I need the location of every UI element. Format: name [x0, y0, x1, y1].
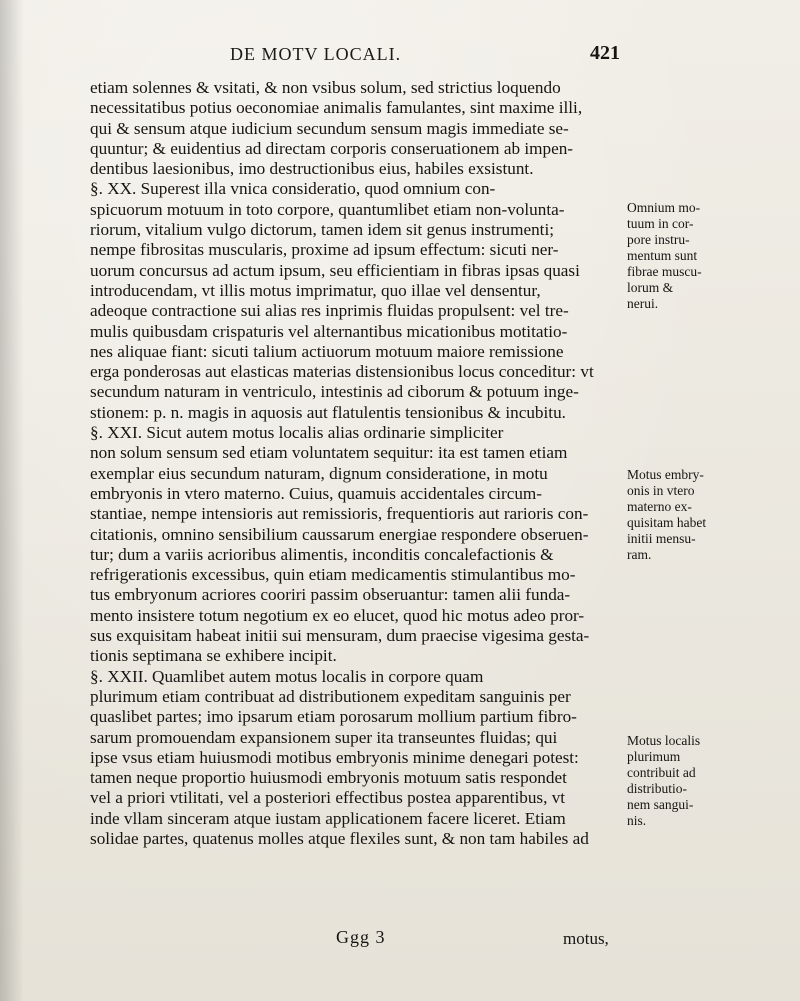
text-line: tamen neque proportio huiusmodi embryonis motuum satis respondet	[90, 768, 567, 788]
text-line: qui & sensum atque iudicium secundum sensum magis immediate se-	[90, 118, 569, 138]
signature-mark: Ggg 3	[336, 927, 386, 947]
text-line: non solum sensum sed etiam voluntatem sequitur: ita est tamen etiam	[90, 443, 568, 463]
margin-note-line: onis in vtero	[627, 483, 695, 498]
margin-note-line: Omnium mo-	[627, 200, 701, 215]
text-line: adeoque contractione sui alias res inprimis fluidas propulsent: vel tre-	[90, 301, 569, 321]
text-line: §. XXI. Sicut autem motus localis alias ordinarie simpliciter	[90, 423, 504, 443]
text-line: etiam solennes & vsitati, & non vsibus solum, sed strictius loquendo	[90, 78, 561, 97]
text-line: embryonis in vtero materno. Cuius, quamuis accidentales circum-	[90, 483, 543, 503]
text-line: secundum naturam in ventriculo, intestinis ad ciborum & potuum inge-	[90, 382, 579, 402]
margin-note-line: materno ex-	[627, 499, 692, 514]
page-shadow-edge	[0, 0, 24, 1001]
margin-note-line: neruі.	[627, 296, 659, 311]
text-line: vel a priori vtilitati, vel a posteriori effectibus postea apparentibus, vt	[90, 788, 566, 808]
margin-note-line: lorum &	[627, 280, 674, 295]
margin-note-line: mentum sunt	[627, 248, 698, 263]
margin-note-line: plurimum	[627, 749, 681, 764]
catchword: motus,	[563, 929, 609, 948]
text-line: stantiae, nempe intensioris aut remissioris, frequentioris aut rarioris con-	[90, 504, 589, 524]
text-line: nes aliquae fiant: sicuti talium actiuorum motuum maiore remissione	[90, 341, 564, 361]
text-line: tus embryonum acriores cooriri passim obseruantur: tamen alii funda-	[90, 585, 571, 605]
text-line: dentibus laesionibus, imo destructionibus eius, habiles exsistunt.	[90, 159, 534, 179]
text-line: erga ponderosas aut elasticas materias distensionibus locus conceditur: vt	[90, 362, 594, 382]
text-line: ipse vsus etiam huiusmodi motibus embryonis minime denegari potest:	[90, 747, 579, 767]
main-text-block	[90, 78, 618, 849]
margin-note-line: contribuit ad	[627, 765, 696, 780]
text-line: §. XX. Superest illa vnica consideratio, quod omnium con-	[90, 179, 496, 199]
margin-note-line: fibrae muscu-	[627, 264, 702, 279]
running-head: DE MOTV LOCALI.	[230, 44, 402, 64]
text-line: mulis quibusdam crispaturis vel alternantibus micationibus motitatio-	[90, 321, 568, 341]
margin-note-line: Motus embry-	[627, 467, 704, 482]
text-line: refrigerationis excessibus, quin etiam medicamentis stimulantibus mo-	[90, 565, 576, 585]
text-line: riorum, vitalium vulgo dictorum, tamen idem sit genus instrumenti;	[90, 220, 555, 240]
text-line: §. XXII. Quamlibet autem motus localis in corpore quam	[90, 666, 484, 686]
text-line: stionem: p. n. magis in aquosis aut flatulentis tensionibus & incubitu.	[90, 402, 566, 422]
margin-note-line: distributio-	[627, 781, 687, 796]
margin-note-line: initii mensu-	[627, 531, 696, 546]
text-line: nempe fibrositas muscularis, proxime ad ipsum effectum: sicuti ner-	[90, 240, 559, 260]
text-line: inde vllam sinceram atque iustam applicationem facere liceret. Etiam	[90, 808, 566, 828]
text-line: uorum concursus ad actum ipsum, seu efficientiam in fibras ipsas quasi	[90, 260, 580, 280]
margin-note-line: tuum in cor-	[627, 216, 694, 231]
margin-note-line: Motus localis	[627, 733, 701, 748]
text-line: tur; dum a variis acrioribus alimentis, inconditis concalefactionis &	[90, 544, 554, 564]
margin-note-embryo	[627, 467, 742, 563]
margin-note-line: pore instru-	[627, 232, 690, 247]
text-line: citationis, omnino sensibilium caussarum energiae respondere obseruen-	[90, 524, 589, 544]
margin-note-instrument	[627, 200, 742, 312]
text-line: necessitatibus potius oeconomiae animalis famulantes, sint maxime illi,	[90, 98, 583, 118]
text-line: spicuorum motuum in toto corpore, quantumlibet etiam non-volunta-	[90, 199, 565, 219]
page-number: 421	[590, 42, 620, 64]
text-line: exemplar eius secundum naturam, dignum consideratione, in motu	[90, 463, 548, 483]
text-line: sus exquisitam habeat initii sui mensuram, dum praecise vigesima gesta-	[90, 626, 590, 646]
margin-note-line: ram.	[627, 547, 652, 562]
text-line: solidae partes, quatenus molles atque flexiles sunt, & non tam habiles ad	[90, 828, 589, 848]
margin-note-line: nem sangui-	[627, 797, 694, 812]
text-line: introducendam, vt illis motus imprimatur, quo illae vel densentur,	[90, 280, 541, 300]
text-line: tionis septimana se exhibere incipit.	[90, 646, 337, 666]
margin-note-line: quisitam habet	[627, 515, 707, 530]
margin-note-distribution	[627, 733, 742, 829]
margin-note-line: nis.	[627, 813, 647, 828]
text-line: plurimum etiam contribuat ad distributionem expeditam sanguinis per	[90, 686, 571, 706]
text-line: quaslibet partes; imo ipsarum etiam porosarum mollium partium fibro-	[90, 707, 577, 727]
text-line: sarum promouendam expansionem super ita transeuntes fluidas; qui	[90, 727, 558, 747]
text-line: quuntur; & euidentius ad directam corporis conseruationem ab impen-	[90, 138, 574, 158]
text-line: mento insistere totum negotium ex eo elucet, quod hic motus adeo pror-	[90, 605, 585, 625]
